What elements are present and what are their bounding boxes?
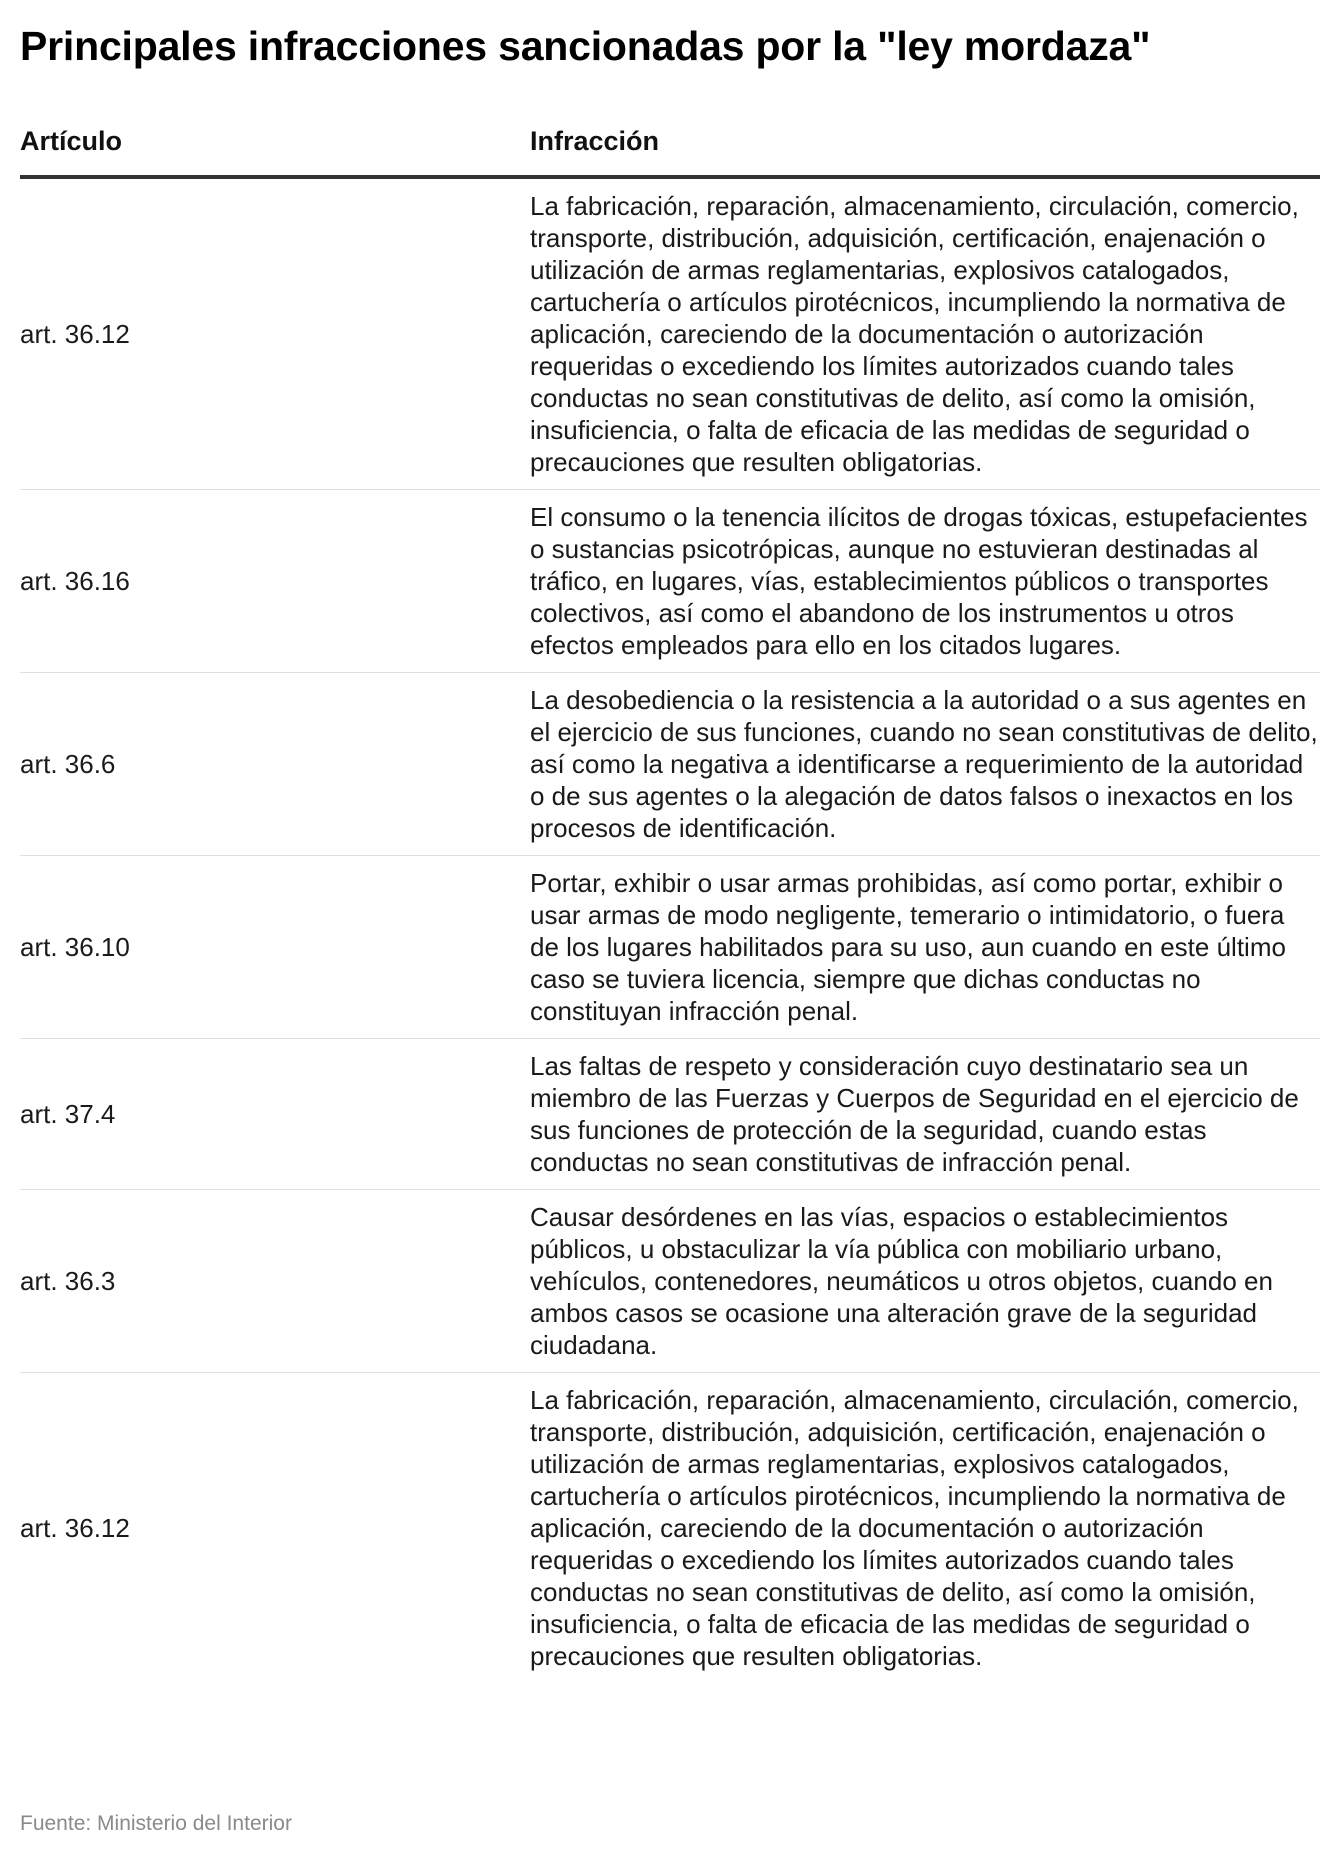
table-body bbox=[20, 177, 1320, 1683]
table-row bbox=[20, 177, 1320, 490]
source-note: Fuente: Ministerio del Interior bbox=[20, 1812, 292, 1835]
cell-infraccion: Las faltas de respeto y consideración cuyo destinatario sea un miembro de las Fuerzas y Cuerpos de Seguridad en el ejercicio de sus funciones de protección de la seguridad, cuando estas conductas no sean constitutivas de infracción penal. bbox=[530, 1039, 1320, 1190]
cell-articulo: art. 36.12 bbox=[20, 177, 530, 490]
cell-articulo: art. 36.16 bbox=[20, 490, 530, 673]
table-row bbox=[20, 1190, 1320, 1373]
table-header bbox=[20, 118, 1320, 177]
cell-articulo: art. 36.12 bbox=[20, 1513, 130, 1543]
cell-infraccion: Causar desórdenes en las vías, espacios o establecimientos públicos, u obstaculizar la vía pública con mobiliario urbano, vehículos, contenedores, neumáticos u otros objetos, cuando en ambos casos se ocasione una alteración grave de la seguridad ciudadana. bbox=[530, 1190, 1320, 1373]
cell-articulo: art. 37.4 bbox=[20, 1039, 530, 1190]
cell-articulo: art. 36.10 bbox=[20, 856, 530, 1039]
cell-infraccion: La fabricación, reparación, almacenamiento, circulación, comercio, transporte, distribución, adquisición, certificación, enajenación o utilización de armas reglamentarias, explosivos catalogados, cartuchería o artículos pirotécnicos, incumpliendo la normativa de aplicación, careciendo de la documentación o autorización requeridas o excediendo los límites autorizados cuando tales conductas no sean constitutivas de delito, así como la omisión, insuficiencia, o falta de eficacia de las medidas de seguridad o precauciones que resulten obligatorias. bbox=[530, 1385, 1299, 1671]
column-header-articulo: Artículo bbox=[20, 118, 530, 177]
header-row bbox=[20, 118, 1320, 177]
page-title: Principales infracciones sancionadas por la "ley mordaza" bbox=[20, 23, 1151, 69]
cell-infraccion: El consumo o la tenencia ilícitos de drogas tóxicas, estupefacientes o sustancias psicotrópicas, aunque no estuvieran destinadas al tráfico, en lugares, vías, establecimientos públicos o transportes colectivos, así como el abandono de los instrumentos u otros efectos empleados para ello en los citados lugares. bbox=[530, 490, 1320, 673]
table-row bbox=[20, 673, 1320, 856]
page bbox=[20, 0, 1320, 1860]
infractions-table bbox=[20, 118, 1320, 1683]
table-row bbox=[20, 1373, 1320, 1684]
cell-infraccion: La desobediencia o la resistencia a la autoridad o a sus agentes en el ejercicio de sus funciones, cuando no sean constitutivas de delito, así como la negativa a identificarse a requerimiento de la autoridad o de sus agentes o la alegación de datos falsos o inexactos en los procesos de identificación. bbox=[530, 673, 1320, 856]
table-row bbox=[20, 856, 1320, 1039]
cell-articulo: art. 36.6 bbox=[20, 673, 530, 856]
table-row bbox=[20, 1039, 1320, 1190]
cell-infraccion: Portar, exhibir o usar armas prohibidas, así como portar, exhibir o usar armas de modo negligente, temerario o intimidatorio, o fuera de los lugares habilitados para su uso, aun cuando en este último caso se tuviera licencia, siempre que dichas conductas no constituyan infracción penal. bbox=[530, 856, 1320, 1039]
table-row bbox=[20, 490, 1320, 673]
cell-articulo: art. 36.3 bbox=[20, 1190, 530, 1373]
cell-infraccion: La fabricación, reparación, almacenamiento, circulación, comercio, transporte, distribución, adquisición, certificación, enajenación o utilización de armas reglamentarias, explosivos catalogados, cartuchería o artículos pirotécnicos, incumpliendo la normativa de aplicación, careciendo de la documentación o autorización requeridas o excediendo los límites autorizados cuando tales conductas no sean constitutivas de delito, así como la omisión, insuficiencia, o falta de eficacia de las medidas de seguridad o precauciones que resulten obligatorias. bbox=[530, 177, 1320, 490]
column-header-infraccion: Infracción bbox=[530, 118, 1320, 177]
